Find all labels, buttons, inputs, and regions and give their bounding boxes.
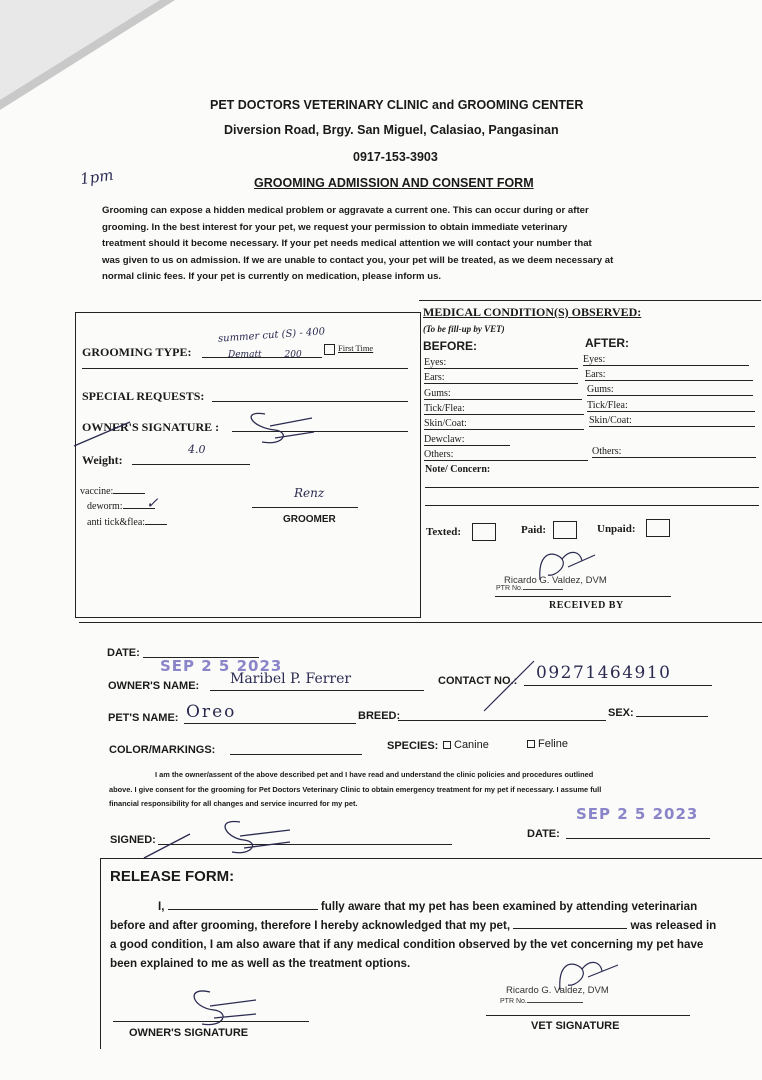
release-owner-scribble [180,982,270,1032]
species-feline-label: Feline [538,738,568,750]
consent-line: above. I give consent for the grooming for Pet Doctors Veterinary Clinic to obtain emergency treatment for my pet if necessary. I assume full [109,784,602,794]
vaccine-label: vaccine: [80,486,145,497]
first-time-label: First Time [338,343,374,353]
form-title: GROOMING ADMISSION AND CONSENT FORM [254,176,534,190]
release-vet-name: Ricardo G. Valdez, DVM [506,985,609,996]
before-ears: Ears: [424,372,578,384]
antitick-label: anti tick&flea: [87,517,167,528]
date2-line [566,838,710,839]
consent-line: I am the owner/assent of the above described pet and I have read and understand the clinic policies and procedures outlined [155,770,594,779]
before-label: BEFORE: [423,339,477,353]
intro-line: treatment should it become necessary. If your pet needs medical attention we will contact your number that [102,238,592,249]
release-vet-line [486,1015,690,1016]
note-concern-label: Note/ Concern: [425,464,491,475]
contact-label: CONTACT NO.: [438,675,518,687]
received-by-label: RECEIVED BY [549,600,624,611]
consent-line: financial responsibility for all changes and service incurred for my pet. [109,799,358,808]
after-eyes: Eyes: [583,354,749,366]
release-paragraph [110,897,762,973]
grooming-type-value-1: summer cut (S) - 400 [217,326,326,345]
received-by-line [495,596,671,597]
texted-label: Texted: [426,526,462,538]
signed-scribble [140,812,320,862]
medical-subtitle: (To be fill-up by VET) [423,324,505,334]
weight-value: 4.0 [188,443,206,456]
medical-title: MEDICAL CONDITION(S) OBSERVED: [423,305,642,319]
time-note: 1pm [78,165,115,189]
vet-signature-label: VET SIGNATURE [531,1020,620,1032]
release-owner-line [113,1021,309,1022]
owner-name-line [210,690,424,691]
breed-label: BREED: [358,710,401,722]
groomer-label: GROOMER [283,514,336,525]
species-label: SPECIES: [387,740,439,752]
note-line-2 [425,505,759,506]
before-tickflea: Tick/Flea: [424,403,584,415]
after-others: Others: [592,446,756,458]
paid-checkbox[interactable] [553,521,577,539]
paid-label: Paid: [521,524,547,536]
pet-name-value: Oreo [186,702,237,722]
after-tickflea: Tick/Flea: [587,400,755,412]
deworm-checkmark: ✓ [146,494,159,512]
release-line-1: I, fully aware that my pet has been examined by attending veterinarian [158,900,698,913]
after-label: AFTER: [585,336,629,350]
intro-line: was given to us on admission. If we are unable to contact you, your pet will be treated, as we deem necessary at [102,254,614,266]
grooming-type-line-2 [82,368,408,369]
release-line-4: been explained to me as well as the treatment options. [110,957,411,970]
grooming-type-label: GROOMING TYPE: [82,345,192,359]
clinic-address: Diversion Road, Brgy. San Miguel, Calasiao, Pangasinan [224,123,559,137]
intro-line: Grooming can expose a hidden medical problem or aggravate a current one. This can occur during or after [102,205,589,216]
vet-name-stamp: Ricardo G. Valdez, DVM [504,575,607,586]
before-skincoat: Skin/Coat: [424,418,584,430]
vet-ptr: PTR No. [496,585,563,592]
before-dewclaw: Dewclaw: [424,434,510,446]
note-line-1 [425,487,759,488]
breed-line [398,720,606,721]
weight-line [132,464,250,465]
intro-line: grooming. In the best interest for your pet, we request your permission to obtain immediate veterinary [102,221,568,233]
date2-stamp: SEP 2 5 2023 [576,805,699,823]
contact-line [524,685,712,686]
before-eyes: Eyes: [424,357,578,369]
texted-checkbox[interactable] [472,523,496,541]
species-feline-option[interactable] [527,738,568,750]
groomer-line [252,507,358,508]
section-divider [79,622,762,623]
signed-label: SIGNED: [110,834,156,846]
contact-scribble [480,655,540,715]
grooming-type-value-2: Dematt 200 [228,350,302,360]
pet-name-line [184,723,356,724]
unpaid-checkbox[interactable] [646,519,670,537]
species-canine-option[interactable] [443,739,489,751]
owner-signature-release-label: OWNER'S SIGNATURE [129,1027,249,1039]
owner-name-label: OWNER'S NAME: [108,680,200,692]
groomer-name: Renz [294,486,325,500]
sex-line [636,716,708,717]
weight-label: Weight: [82,453,123,467]
before-gums: Gums: [424,388,582,400]
owner-signature-label: OWNER'S SIGNATURE : [82,420,220,434]
special-requests-label: SPECIAL REQUESTS: [82,389,205,403]
first-time-checkbox[interactable] [324,343,373,355]
release-line-3: a good condition, I am also aware that if any medical condition observed by the vet concerning my pet have [110,938,704,951]
folded-corner [0,0,180,120]
intro-paragraph [102,203,712,286]
release-vet-ptr: PTR No. [500,998,583,1005]
before-others: Others: [424,449,588,461]
color-markings-line [230,754,362,755]
after-skincoat: Skin/Coat: [589,415,755,427]
unpaid-label: Unpaid: [597,523,636,535]
release-title: RELEASE FORM: [110,868,235,885]
medical-box-divider [419,300,761,301]
clinic-phone: 0917-153-3903 [353,150,438,164]
clinic-name: PET DOCTORS VETERINARY CLINIC and GROOMING CENTER [210,98,584,112]
deworm-label: deworm: [87,501,155,512]
date-label: DATE: [107,647,140,659]
species-canine-label: Canine [454,739,489,751]
release-line-2: before and after grooming, therefore I hereby acknowledged that my pet, was released in [110,919,717,932]
date2-label: DATE: [527,828,560,840]
contact-value: 09271464910 [536,663,672,683]
after-ears: Ears: [585,369,753,381]
color-markings-label: COLOR/MARKINGS: [109,744,216,756]
owner-name-value: Maribel P. Ferrer [230,671,352,687]
sex-label: SEX: [608,707,634,719]
pet-name-label: PET'S NAME: [108,712,179,724]
date-stamp: SEP 2 5 2023 [160,657,283,675]
after-gums: Gums: [587,384,753,396]
intro-line: normal clinic fees. If your pet is currently on medication, please inform us. [102,271,442,282]
